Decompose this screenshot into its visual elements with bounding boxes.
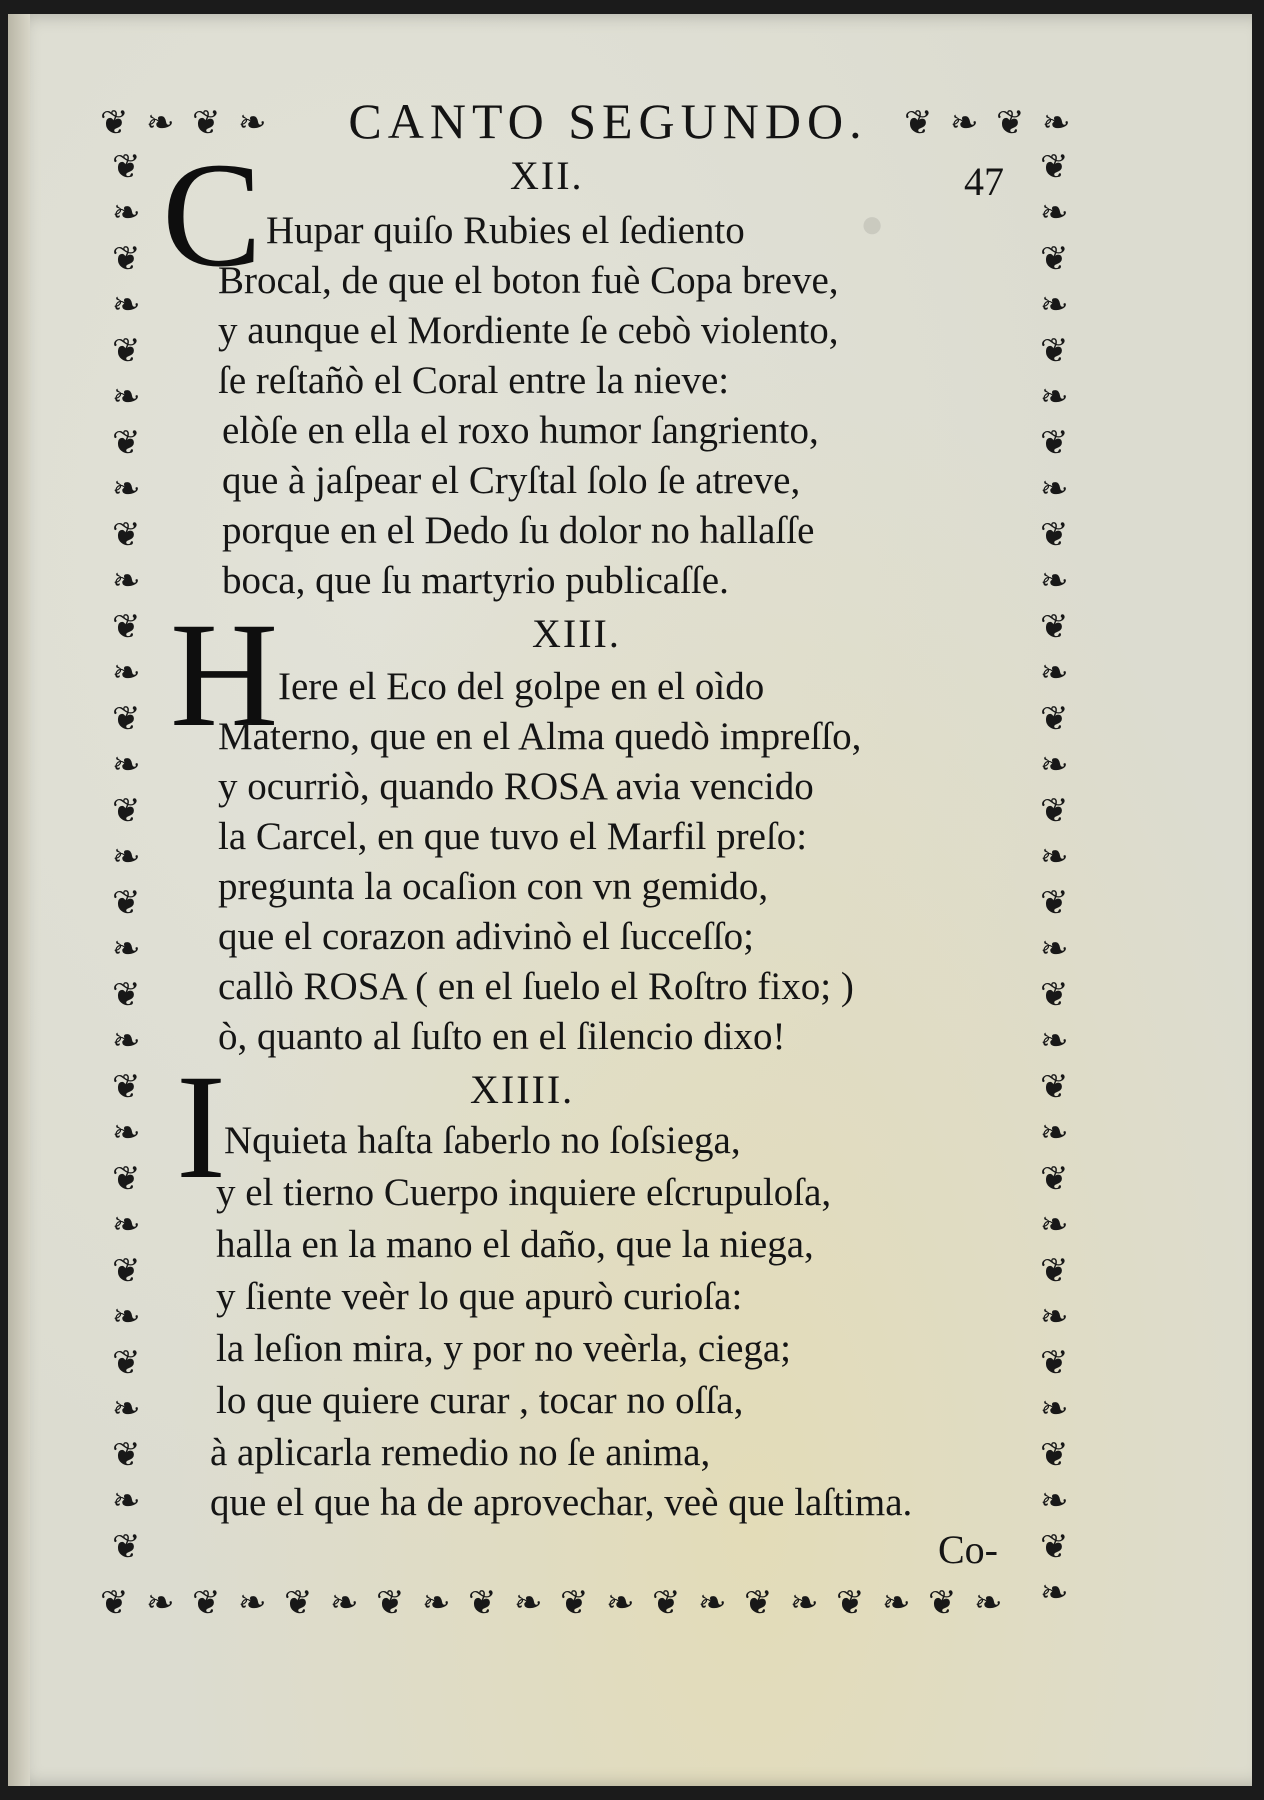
- fleuron-icon: ❧: [112, 561, 141, 601]
- fleuron-icon: ❦: [1040, 1067, 1069, 1107]
- fleuron-icon: ❦: [652, 1583, 681, 1623]
- fleuron-icon: ❧: [698, 1583, 727, 1623]
- stanza-numeral: XIIII.: [470, 1067, 575, 1112]
- fleuron-icon: ❧: [882, 1583, 911, 1623]
- verse-line: pregunta la ocaſion con vn gemido,: [218, 865, 769, 908]
- fleuron-icon: ❦: [560, 1583, 589, 1623]
- fleuron-icon: ❧: [112, 1481, 141, 1521]
- left-ornament-column: [108, 147, 158, 1580]
- verse-line: ò, quanto al ſuſto en el ſilencio dixo!: [218, 1015, 786, 1058]
- fleuron-icon: ❦: [112, 607, 141, 647]
- fleuron-icon: ❦: [112, 791, 141, 831]
- fleuron-icon: ❧: [1040, 1573, 1069, 1613]
- fleuron-icon: ❦: [1040, 1159, 1069, 1199]
- fleuron-icon: ❦: [112, 147, 141, 187]
- fleuron-icon: ❦: [1040, 423, 1069, 463]
- fleuron-icon: ❦: [112, 423, 141, 463]
- fleuron-icon: ❧: [1040, 1389, 1069, 1429]
- fleuron-icon: ❧: [514, 1583, 543, 1623]
- fleuron-icon: ❧: [112, 1021, 141, 1061]
- fleuron-icon: ❦: [284, 1583, 313, 1623]
- verse-line: Iere el Eco del golpe en el oìdo: [278, 665, 765, 708]
- fleuron-icon: ❧: [1040, 469, 1069, 509]
- catchword: Co-: [938, 1527, 998, 1572]
- drop-cap: H: [170, 592, 279, 758]
- fleuron-icon: ❦: [100, 1583, 129, 1623]
- fleuron-icon: ❦: [112, 1343, 141, 1383]
- fleuron-icon: ❧: [112, 377, 141, 417]
- fleuron-icon: ❦: [112, 1159, 141, 1199]
- fleuron-icon: ❦: [1040, 699, 1069, 739]
- fleuron-icon: ❧: [112, 469, 141, 509]
- fleuron-icon: ❦: [468, 1583, 497, 1623]
- show-through-text: ●: [860, 201, 885, 246]
- fleuron-icon: ❧: [112, 1113, 141, 1153]
- fleuron-icon: ❦: [376, 1583, 405, 1623]
- fleuron-icon: ❧: [238, 103, 267, 143]
- fleuron-icon: ❦: [112, 239, 141, 279]
- fleuron-icon: ❦: [1040, 1435, 1069, 1475]
- drop-cap: C: [162, 132, 263, 298]
- fleuron-icon: ❧: [330, 1583, 359, 1623]
- fleuron-icon: ❦: [1040, 791, 1069, 831]
- verse-line: Materno, que en el Alma quedò impreſſo,: [218, 715, 862, 758]
- fleuron-icon: ❦: [1040, 975, 1069, 1015]
- fleuron-icon: ❦: [1040, 331, 1069, 371]
- fleuron-icon: ❧: [1042, 103, 1071, 143]
- verse-line: boca, que ſu martyrio publicaſſe.: [222, 559, 729, 602]
- fleuron-icon: ❦: [1040, 147, 1069, 187]
- fleuron-icon: ❦: [112, 1527, 141, 1567]
- fleuron-icon: ❦: [1040, 1527, 1069, 1567]
- fleuron-icon: ❧: [606, 1583, 635, 1623]
- verse-line: la leſion mira, y por no veèrla, ciega;: [216, 1327, 792, 1370]
- fleuron-icon: ❦: [112, 1435, 141, 1475]
- fleuron-icon: ❧: [146, 103, 175, 143]
- fleuron-icon: ❧: [112, 1389, 141, 1429]
- fleuron-icon: ❧: [1040, 1113, 1069, 1153]
- fleuron-icon: ❦: [1040, 515, 1069, 555]
- verse-line: la Carcel, en que tuvo el Marfil preſo:: [218, 815, 808, 858]
- fleuron-icon: ❧: [1040, 561, 1069, 601]
- fleuron-icon: ❦: [1040, 607, 1069, 647]
- verse-line: y aunque el Mordiente ſe cebò violento,: [218, 309, 839, 352]
- fleuron-icon: ❧: [112, 745, 141, 785]
- fleuron-icon: ❧: [950, 103, 979, 143]
- running-header: CANTO SEGUNDO.: [348, 93, 868, 149]
- verse-line: halla en la mano el daño, que la niega,: [216, 1223, 814, 1266]
- fleuron-icon: ❧: [1040, 1021, 1069, 1061]
- page-gutter: [8, 14, 30, 1786]
- bottom-ornament-row: [100, 1580, 1040, 1640]
- fleuron-icon: ❦: [112, 1067, 141, 1107]
- fleuron-icon: ❦: [1040, 239, 1069, 279]
- fleuron-icon: ❦: [1040, 883, 1069, 923]
- verse-line: porque en el Dedo ſu dolor no hallaſſe: [222, 509, 815, 552]
- fleuron-icon: ❦: [1040, 1343, 1069, 1383]
- verse-line: lo que quiere curar , tocar no oſſa,: [216, 1379, 744, 1422]
- fleuron-icon: ❦: [744, 1583, 773, 1623]
- fleuron-icon: ❧: [422, 1583, 451, 1623]
- fleuron-icon: ❧: [1040, 837, 1069, 877]
- fleuron-icon: ❧: [1040, 1297, 1069, 1337]
- fleuron-icon: ❦: [112, 515, 141, 555]
- fleuron-icon: ❧: [1040, 193, 1069, 233]
- fleuron-icon: ❦: [100, 103, 129, 143]
- fleuron-icon: ❧: [1040, 1481, 1069, 1521]
- fleuron-icon: ❧: [112, 1297, 141, 1337]
- fleuron-icon: ❧: [1040, 1205, 1069, 1245]
- fleuron-icon: ❦: [112, 975, 141, 1015]
- fleuron-icon: ❧: [974, 1583, 1003, 1623]
- fleuron-icon: ❧: [112, 285, 141, 325]
- fleuron-icon: ❦: [192, 1583, 221, 1623]
- fleuron-icon: ❧: [238, 1583, 267, 1623]
- verse-line: que el que ha de aprovechar, veè que laſtima.: [210, 1481, 913, 1524]
- stanza-numeral: XII.: [510, 153, 584, 198]
- fleuron-icon: ❧: [1040, 929, 1069, 969]
- fleuron-icon: ❧: [112, 193, 141, 233]
- right-ornament-column: [1036, 147, 1086, 1620]
- verse-line: Hupar quiſo Rubies el ſediento: [266, 209, 745, 252]
- fleuron-icon: ❦: [928, 1583, 957, 1623]
- top-right-ornament-row: [904, 100, 1084, 150]
- fleuron-icon: ❧: [1040, 377, 1069, 417]
- fleuron-icon: ❦: [112, 699, 141, 739]
- verse-line: y ocurriò, quando ROSA avia vencido: [218, 765, 814, 808]
- fleuron-icon: ❧: [1040, 285, 1069, 325]
- fleuron-icon: ❧: [146, 1583, 175, 1623]
- verse-line: Brocal, de que el boton fuè Copa breve,: [218, 259, 839, 302]
- verse-line: que el corazon adivinò el ſucceſſo;: [218, 915, 755, 958]
- fleuron-icon: ❦: [1040, 1251, 1069, 1291]
- verse-line: callò ROSA ( en el ſuelo el Roſtro fixo; ): [218, 965, 854, 1008]
- verse-line: que à jaſpear el Cryſtal ſolo ſe atreve,: [222, 459, 801, 502]
- verse-line: y el tierno Cuerpo inquiere eſcrupuloſa,: [216, 1171, 832, 1214]
- stanza-numeral: XIII.: [532, 611, 621, 656]
- fleuron-icon: ❧: [790, 1583, 819, 1623]
- fleuron-icon: ❦: [192, 103, 221, 143]
- fleuron-icon: ❦: [112, 883, 141, 923]
- fleuron-icon: ❦: [904, 103, 933, 143]
- fleuron-icon: ❧: [1040, 653, 1069, 693]
- verse-line: ſe reſtañò el Coral entre la nieve:: [218, 359, 730, 402]
- verse-line: Nquieta haſta ſaberlo no ſoſsiega,: [224, 1119, 741, 1162]
- fleuron-icon: ❧: [112, 837, 141, 877]
- page-number: 47: [964, 159, 1004, 204]
- fleuron-icon: ❦: [996, 103, 1025, 143]
- fleuron-icon: ❦: [836, 1583, 865, 1623]
- fleuron-icon: ❦: [112, 1251, 141, 1291]
- fleuron-icon: ❦: [112, 331, 141, 371]
- fleuron-icon: ❧: [112, 1205, 141, 1245]
- fleuron-icon: ❧: [112, 653, 141, 693]
- fleuron-icon: ❧: [1040, 745, 1069, 785]
- drop-cap: I: [176, 1044, 226, 1210]
- fleuron-icon: ❧: [112, 929, 141, 969]
- verse-line: elòſe en ella el roxo humor ſangriento,: [222, 409, 819, 452]
- verse-line: à aplicarla remedio no ſe anima,: [210, 1431, 711, 1474]
- verse-line: y ſiente veèr lo que apurò curioſa:: [216, 1275, 743, 1318]
